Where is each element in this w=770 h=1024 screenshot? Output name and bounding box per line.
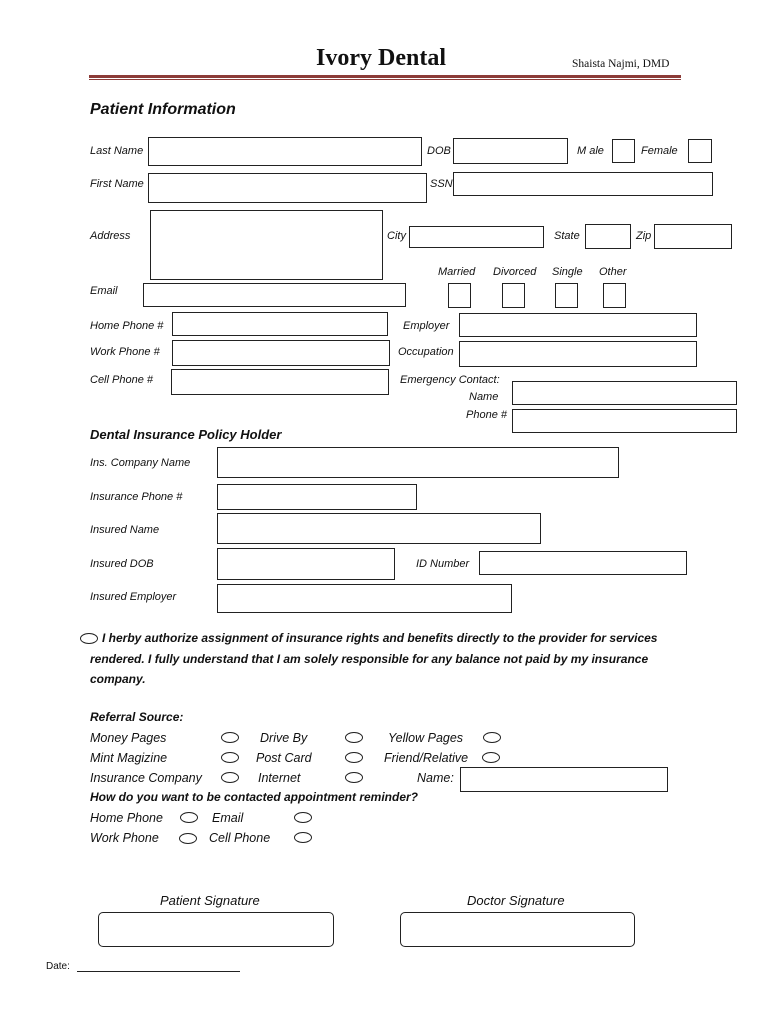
referral-heading: Referral Source:	[90, 710, 184, 724]
referral-name-field[interactable]	[460, 767, 668, 792]
female-checkbox[interactable]	[688, 139, 712, 163]
date-field[interactable]	[77, 971, 240, 972]
id-number-label: ID Number	[416, 558, 470, 570]
insurance-heading: Dental Insurance Policy Holder	[90, 427, 282, 442]
female-label: Female	[641, 145, 678, 157]
first-name-field[interactable]	[148, 173, 427, 203]
insurance-company-label: Insurance Company	[90, 771, 202, 785]
form-title: Ivory Dental	[316, 45, 446, 71]
doctor-name: Shaista Najmi, DMD	[572, 58, 670, 70]
id-number-field[interactable]	[479, 551, 687, 575]
home-phone-field[interactable]	[172, 312, 388, 336]
post-card-radio[interactable]	[345, 752, 363, 763]
ssn-label: SSN	[430, 178, 453, 190]
contact-email-radio[interactable]	[294, 812, 312, 823]
contact-cell-phone-radio[interactable]	[294, 832, 312, 843]
internet-label: Internet	[258, 771, 301, 785]
patient-signature-box[interactable]	[98, 912, 334, 947]
ssn-field[interactable]	[453, 172, 713, 196]
emergency-phone-field[interactable]	[512, 409, 737, 433]
divorced-label: Divorced	[493, 266, 537, 278]
contact-home-phone-label: Home Phone	[90, 811, 163, 825]
city-label: City	[387, 230, 406, 242]
ins-company-field[interactable]	[217, 447, 619, 478]
divorced-checkbox[interactable]	[502, 283, 525, 308]
post-card-label: Post Card	[256, 751, 312, 765]
cell-phone-label: Cell Phone #	[90, 374, 153, 386]
doctor-signature-label: Doctor Signature	[467, 893, 565, 908]
married-label: Married	[438, 266, 476, 278]
insured-dob-label: Insured DOB	[90, 558, 154, 570]
mint-magazine-radio[interactable]	[221, 752, 239, 763]
money-pages-label: Money Pages	[90, 731, 167, 745]
contact-cell-phone-label: Cell Phone	[209, 831, 271, 845]
zip-label: Zip	[636, 230, 652, 242]
state-label: State	[554, 230, 580, 242]
friend-relative-radio[interactable]	[482, 752, 500, 763]
occupation-field[interactable]	[459, 341, 697, 367]
city-field[interactable]	[409, 226, 544, 248]
insured-employer-label: Insured Employer	[90, 591, 177, 603]
ins-company-label: Ins. Company Name	[90, 457, 191, 469]
referral-name-label: Name:	[417, 771, 454, 785]
married-checkbox[interactable]	[448, 283, 471, 308]
contact-work-phone-radio[interactable]	[179, 833, 197, 844]
address-field[interactable]	[150, 210, 383, 280]
occupation-label: Occupation	[398, 346, 454, 358]
male-checkbox[interactable]	[612, 139, 635, 163]
date-label: Date:	[46, 961, 70, 972]
insured-dob-field[interactable]	[217, 548, 395, 580]
money-pages-radio[interactable]	[221, 732, 239, 743]
friend-relative-label: Friend/Relative	[384, 751, 469, 765]
work-phone-label: Work Phone #	[90, 346, 160, 358]
work-phone-field[interactable]	[172, 340, 390, 366]
mint-magazine-label: Mint Magizine	[90, 751, 168, 765]
emergency-phone-label: Phone #	[466, 409, 507, 421]
single-checkbox[interactable]	[555, 283, 578, 308]
male-label: M ale	[577, 145, 604, 157]
drive-by-radio[interactable]	[345, 732, 363, 743]
last-name-field[interactable]	[148, 137, 422, 166]
employer-label: Employer	[403, 320, 450, 332]
emergency-contact-label: Emergency Contact:	[400, 374, 500, 386]
insurance-company-radio[interactable]	[221, 772, 239, 783]
insured-employer-field[interactable]	[217, 584, 512, 613]
yellow-pages-label: Yellow Pages	[388, 731, 464, 745]
other-checkbox[interactable]	[603, 283, 626, 308]
other-label: Other	[599, 266, 627, 278]
doctor-signature-box[interactable]	[400, 912, 635, 947]
ins-phone-label: Insurance Phone #	[90, 491, 183, 503]
contact-question: How do you want to be contacted appointment reminder?	[90, 790, 419, 804]
dob-field[interactable]	[453, 138, 568, 164]
drive-by-label: Drive By	[260, 731, 308, 745]
header-rule	[89, 75, 681, 78]
insured-name-label: Insured Name	[90, 524, 160, 536]
state-field[interactable]	[585, 224, 631, 249]
cell-phone-field[interactable]	[171, 369, 389, 395]
emergency-name-field[interactable]	[512, 381, 737, 405]
email-label: Email	[90, 285, 118, 297]
email-field[interactable]	[143, 283, 406, 307]
home-phone-label: Home Phone #	[90, 320, 164, 332]
yellow-pages-radio[interactable]	[483, 732, 501, 743]
authorization-text: I herby authorize assignment of insurance rights and benefits directly to the provider for services rendered. I fully understand that I am solely responsible for any balance not paid by my insurance company.	[90, 631, 658, 686]
contact-email-label: Email	[212, 811, 244, 825]
contact-home-phone-radio[interactable]	[180, 812, 198, 823]
dob-label: DOB	[427, 145, 451, 157]
last-name-label: Last Name	[90, 145, 144, 157]
patient-signature-label: Patient Signature	[160, 893, 260, 908]
patient-info-heading: Patient Information	[90, 101, 236, 118]
zip-field[interactable]	[654, 224, 732, 249]
first-name-label: First Name	[90, 178, 144, 190]
insured-name-field[interactable]	[217, 513, 541, 544]
header-rule-thin	[89, 79, 681, 80]
ins-phone-field[interactable]	[217, 484, 417, 510]
internet-radio[interactable]	[345, 772, 363, 783]
employer-field[interactable]	[459, 313, 697, 337]
single-label: Single	[552, 266, 583, 278]
address-label: Address	[90, 230, 131, 242]
emergency-name-label: Name	[469, 391, 499, 403]
contact-work-phone-label: Work Phone	[90, 831, 159, 845]
